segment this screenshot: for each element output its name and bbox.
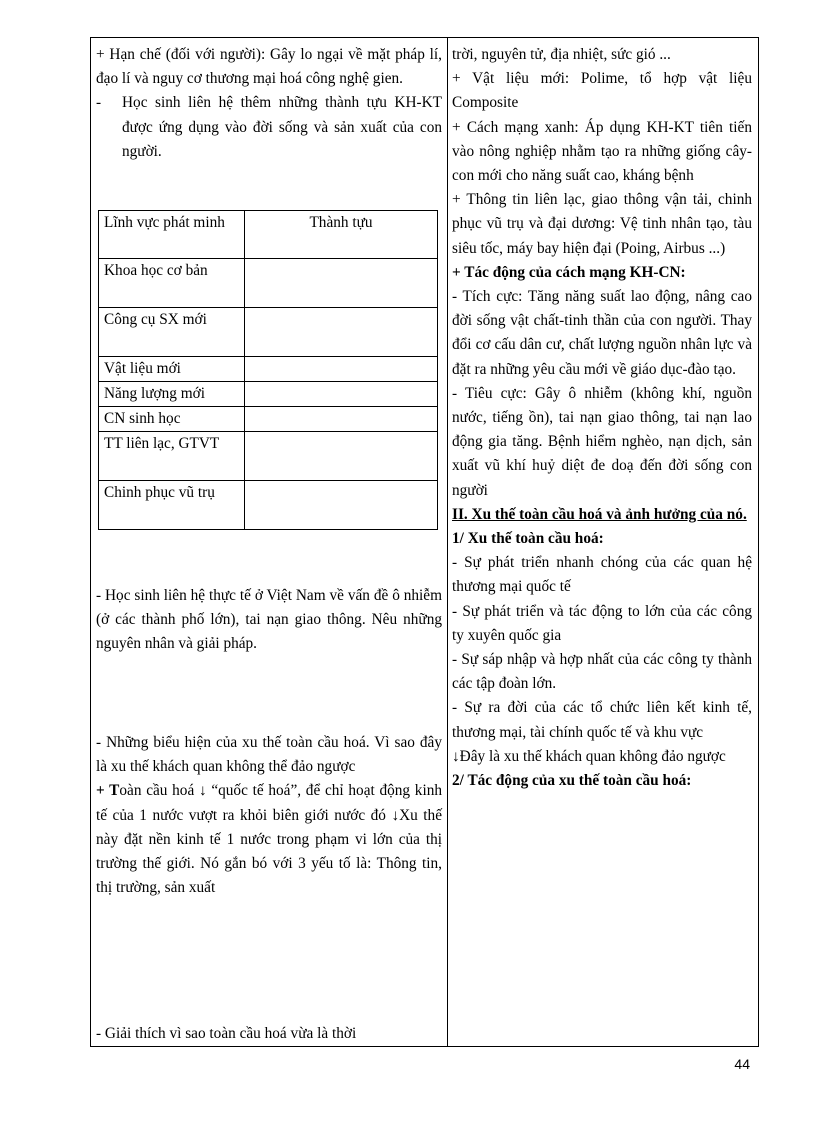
table-row bbox=[99, 259, 438, 308]
section-ii-heading: II. Xu thế toàn cầu hoá và ảnh hưởng của nó. bbox=[452, 505, 747, 523]
table-cell-field: CN sinh học bbox=[99, 407, 245, 432]
limitation-paragraph: + Hạn chế (đối với người): Gây lo ngại về mặt pháp lí, đạo lí và nguy cơ thương mại hoá công nghệ gien. bbox=[96, 46, 442, 88]
new-materials-paragraph: + Vật liệu mới: Polime, tổ hợp vật liệu Composite bbox=[452, 70, 752, 112]
mergers-item: - Sự sáp nhập và hợp nhất của các công ty thành các tập đoàn lớn. bbox=[452, 651, 752, 693]
student-task-text: Học sinh liên hệ thêm những thành tựu KH-KT được ứng dụng vào đời sống và sản xuất của con người. bbox=[122, 94, 442, 160]
left-column bbox=[96, 43, 442, 164]
communication-paragraph: + Thông tin liên lạc, giao thông vận tải, chinh phục vũ trụ và đại dương: Vệ tinh nhân tạo, tàu siêu tốc, máy bay hiện đại (Poing, Airbus ...) bbox=[452, 191, 752, 257]
left-column-globalization bbox=[96, 731, 442, 900]
table-cell-field: Công cụ SX mới bbox=[99, 308, 245, 357]
table-cell-field: Khoa học cơ bản bbox=[99, 259, 245, 308]
table-row bbox=[99, 407, 438, 432]
table-cell-field: Vật liệu mới bbox=[99, 357, 245, 382]
table-cell-empty bbox=[245, 432, 438, 481]
globalization-definition-paragraph bbox=[96, 779, 442, 900]
multinational-item: - Sự phát triển và tác động to lớn của các công ty xuyên quốc gia bbox=[452, 602, 752, 644]
green-revolution-paragraph: + Cách mạng xanh: Áp dụng KH-KT tiên tiến vào nông nghiệp nhằm tạo ra những giống cây-con mới cho năng suất cao, kháng bệnh bbox=[452, 118, 752, 185]
trade-relations-item: - Sự phát triển nhanh chóng của các quan hệ thương mại quốc tế bbox=[452, 554, 752, 596]
table-header-row bbox=[99, 211, 438, 259]
positive-impact-paragraph: - Tích cực: Tăng năng suất lao động, nâng cao đời sống vật chất-tinh thần của con người. Thay đổi cơ cấu dân cư, chất lượng nguồn nhân lực và đặt ra những yêu cầu mới về giáo dục-đào tạo. bbox=[452, 288, 752, 378]
header-field: Lĩnh vực phát minh bbox=[99, 211, 245, 259]
subsection-1-heading: 1/ Xu thế toàn cầu hoá: bbox=[452, 530, 604, 548]
left-column-lower bbox=[96, 584, 442, 657]
energy-continuation: trời, nguyên tử, địa nhiệt, sức gió ... bbox=[452, 46, 671, 63]
page-number: 44 bbox=[734, 1056, 750, 1072]
table-cell-empty bbox=[245, 481, 438, 530]
table-cell-field: Năng lượng mới bbox=[99, 382, 245, 407]
plus-t-lead: + T bbox=[96, 782, 120, 800]
table-cell-empty bbox=[245, 407, 438, 432]
left-column-bottom bbox=[96, 1022, 442, 1046]
organizations-item: - Sự ra đời của các tổ chức liên kết kinh tế, thương mại, tài chính quốc tế và khu vực bbox=[452, 699, 752, 741]
negative-impact-paragraph: - Tiêu cực: Gây ô nhiễm (không khí, nguồn nước, tiếng ồn), tai nạn giao thông, tai nạn lao động gia tăng. Bệnh hiểm nghèo, nạn dịch, sản xuất vũ khí huỷ diệt đe doạ đến đời sống con người bbox=[452, 384, 752, 499]
table-cell-field: Chinh phục vũ trụ bbox=[99, 481, 245, 530]
globalization-definition-text: oàn cầu hoá ↓ “quốc tế hoá”, để chỉ hoạt động kinh tế của 1 nước vượt ra khỏi biên giới nước đó ↓Xu thế này đặt nền kinh tế 1 nước trong phạm vi lớn của thị trường thế giới. Nó gắn bó với 3 yếu tố là: Thông tin, thị trường, sản xuất bbox=[96, 782, 442, 897]
column-divider bbox=[447, 37, 448, 1047]
impact-heading: + Tác động của cách mạng KH-CN: bbox=[452, 263, 686, 281]
table-row bbox=[99, 481, 438, 530]
student-task-paragraph bbox=[96, 91, 442, 164]
table-row bbox=[99, 432, 438, 481]
table-cell-field: TT liên lạc, GTVT bbox=[99, 432, 245, 481]
table-row bbox=[99, 308, 438, 357]
vietnam-pollution-paragraph: - Học sinh liên hệ thực tế ở Việt Nam về vấn đề ô nhiễm (ở các thành phố lớn), tai nạn giao thông. Nêu những nguyên nhân và giải pháp. bbox=[96, 587, 442, 653]
table-cell-empty bbox=[245, 308, 438, 357]
header-achievement: Thành tựu bbox=[245, 211, 438, 259]
subsection-2-heading: 2/ Tác động của xu thế toàn cầu hoá: bbox=[452, 772, 692, 790]
right-column bbox=[452, 43, 752, 793]
objective-trend-paragraph: ↓Đây là xu thế khách quan không đảo ngược bbox=[452, 747, 726, 765]
table-cell-empty bbox=[245, 357, 438, 382]
table-cell-empty bbox=[245, 259, 438, 308]
dash-marker: - bbox=[96, 94, 102, 112]
table-row bbox=[99, 382, 438, 407]
table-cell-empty bbox=[245, 382, 438, 407]
table-row bbox=[99, 357, 438, 382]
explain-paragraph: - Giải thích vì sao toàn cầu hoá vừa là thời bbox=[96, 1025, 357, 1042]
achievements-table bbox=[98, 210, 438, 530]
globalization-question-paragraph: - Những biểu hiện của xu thế toàn cầu hoá. Vì sao đây là xu thế khách quan không thể đảo ngược bbox=[96, 734, 442, 776]
